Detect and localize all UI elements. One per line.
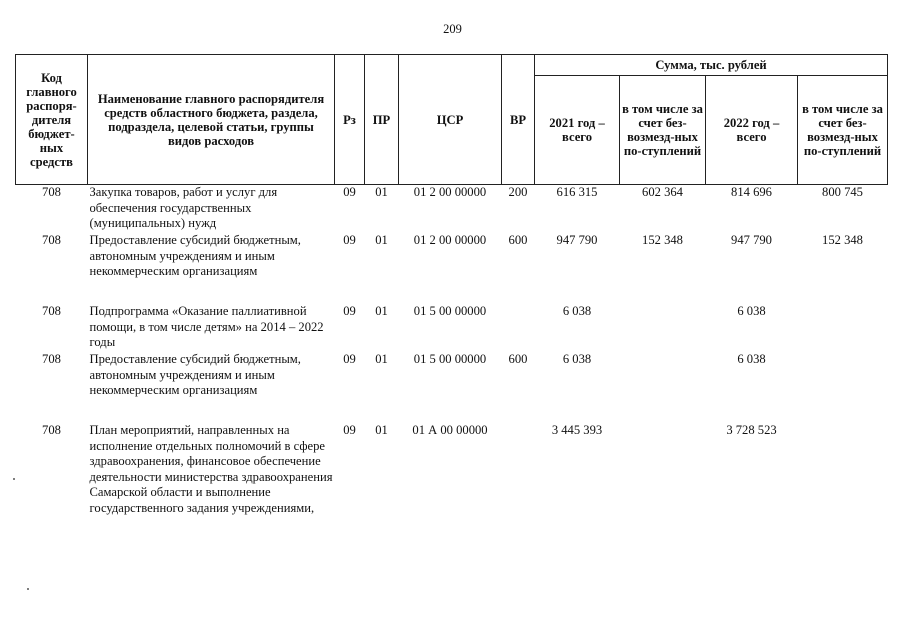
- cell-2022-total: 814 696: [731, 185, 772, 199]
- cell-2022-grant: 800 745: [822, 185, 863, 199]
- cell-2022-grant: [798, 352, 888, 423]
- cell-csr: 01 5 00 00000: [413, 352, 487, 366]
- cell-vr: 600: [508, 233, 528, 247]
- header-2021-total: 2021 год – всего: [535, 76, 620, 185]
- cell-rz: 09: [343, 304, 356, 318]
- cell-pr: 01: [375, 423, 388, 437]
- header-name: Наименование главного распорядителя средств областного бюджета, раздела, подраздела, целевой статьи, группы видов расходов: [88, 55, 335, 185]
- cell-name: Подпрограмма «Оказание паллиативной помощи, в том числе детям» на 2014 – 2022 годы: [89, 304, 324, 349]
- cell-vr: 200: [508, 185, 528, 199]
- cell-rz: 09: [343, 185, 356, 199]
- cell-2021-grant: 602 364: [642, 185, 683, 199]
- cell-2022-grant: 152 348: [822, 233, 863, 247]
- cell-name: Предоставление субсидий бюджетным, автономным учреждениям и иным некоммерческим организациям: [89, 233, 301, 278]
- scan-speck: [13, 478, 15, 480]
- cell-2022-grant: [798, 304, 888, 352]
- table-header: [16, 55, 888, 185]
- cell-2021-grant: [620, 352, 706, 423]
- header-pr: ПР: [365, 55, 399, 185]
- budget-table: [15, 54, 888, 573]
- table-body: [16, 185, 888, 574]
- cell-2021-grant: 152 348: [642, 233, 683, 247]
- cell-pr: 01: [375, 185, 388, 199]
- header-2022-grant: в том числе за счет без-возмезд-ных по-ступлений: [798, 76, 888, 185]
- cell-code: 708: [42, 185, 61, 199]
- header-vr: ВР: [502, 55, 535, 185]
- header-2022-total: 2022 год – всего: [706, 76, 798, 185]
- table-row: [16, 185, 888, 234]
- cell-pr: 01: [375, 304, 388, 318]
- cell-2021-grant: [620, 304, 706, 352]
- cell-code: 708: [42, 352, 61, 366]
- scan-speck: [27, 588, 29, 590]
- cell-csr: 01 2 00 00000: [413, 185, 487, 199]
- table-row: [16, 423, 888, 573]
- cell-csr: 01 5 00 00000: [413, 304, 487, 318]
- cell-2021-total: 6 038: [562, 352, 592, 366]
- header-2021-grant: в том числе за счет без-возмезд-ных по-ступлений: [620, 76, 706, 185]
- header-code: Код главного распоря-дителя бюджет-ных средств: [16, 55, 88, 185]
- cell-vr: [502, 304, 535, 352]
- cell-rz: 09: [343, 352, 356, 366]
- cell-2021-grant: [620, 423, 706, 573]
- cell-2022-total: 6 038: [737, 352, 766, 366]
- cell-name: Предоставление субсидий бюджетным, автономным учреждениям и иным некоммерческим организациям: [89, 352, 301, 397]
- cell-code: 708: [42, 423, 61, 437]
- cell-csr: 01 А 00 00000: [412, 423, 488, 437]
- table-row: [16, 233, 888, 304]
- cell-vr: 600: [508, 352, 528, 366]
- header-sum-group: Сумма, тыс. рублей: [535, 55, 888, 76]
- table-row: [16, 352, 888, 423]
- cell-vr: [502, 423, 535, 573]
- cell-pr: 01: [375, 233, 388, 247]
- cell-pr: 01: [375, 352, 388, 366]
- cell-code: 708: [42, 233, 61, 247]
- cell-2022-grant: [798, 423, 888, 573]
- cell-rz: 09: [343, 423, 356, 437]
- cell-2022-total: 6 038: [737, 304, 766, 318]
- cell-2022-total: 3 728 523: [726, 423, 777, 437]
- header-rz: Рз: [335, 55, 365, 185]
- page-number: 209: [443, 22, 462, 36]
- cell-rz: 09: [343, 233, 356, 247]
- table-row: [16, 304, 888, 352]
- cell-csr: 01 2 00 00000: [413, 233, 487, 247]
- cell-name: План мероприятий, направленных на исполнение отдельных полномочий в сфере здравоохранения, финансовое обеспечение деятельности министерства здравоохранения Самарской области и выполнение государственного задания учреждениями,: [89, 423, 333, 515]
- cell-2021-total: 3 445 393: [551, 423, 603, 437]
- header-csr: ЦСР: [399, 55, 502, 185]
- cell-name: Закупка товаров, работ и услуг для обеспечения государственных (муниципальных) нужд: [89, 185, 278, 230]
- cell-2021-total: 6 038: [562, 304, 592, 318]
- cell-2021-total: 616 315: [556, 185, 598, 199]
- cell-code: 708: [42, 304, 61, 318]
- cell-2021-total: 947 790: [556, 233, 598, 247]
- cell-2022-total: 947 790: [731, 233, 772, 247]
